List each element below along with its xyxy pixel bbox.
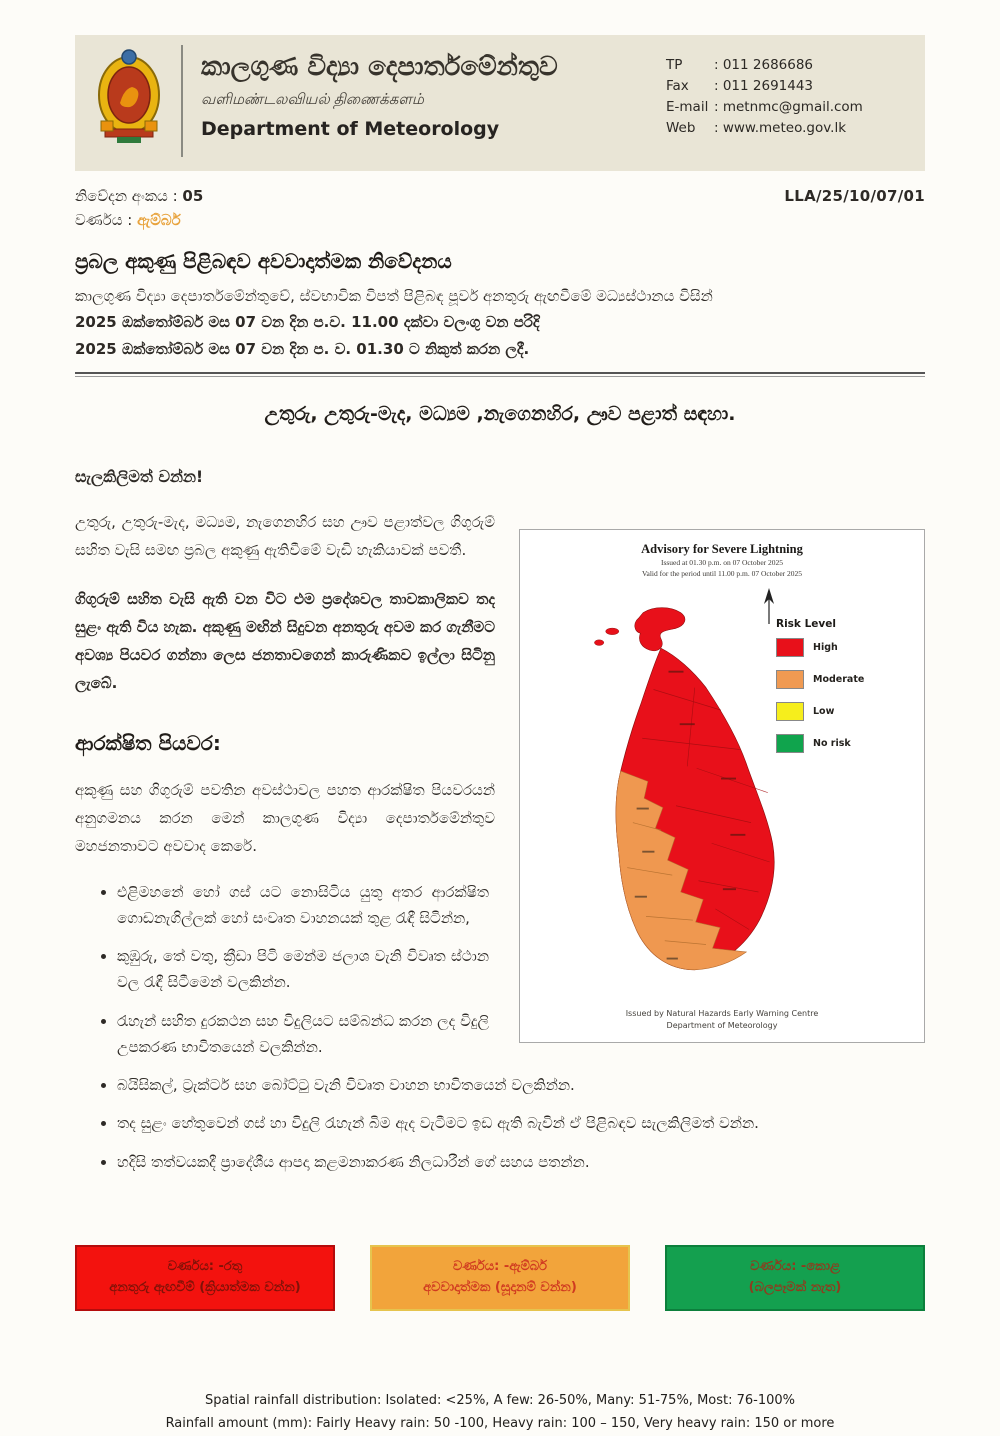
- safety-bullet-6: • හදිසි තත්වයකදී ප්‍රාදේශීය ආපදා කළමනාකරණ නිලධාරීන් ගේ සහය පතන්න.: [117, 1149, 925, 1175]
- contact-block: [666, 45, 911, 139]
- letterhead: [75, 35, 925, 171]
- safety-intro: අකුණු සහ ගිගුරුම් පවතින අවස්ථාවල පහත ආරක්ෂිත පියවරයන් අනුගමනය කරන මෙන් කාලගුණ විද්‍යා දෙපාර්තමේන්තුව මහජනතාවට අවවාද කෙරේ.: [75, 781, 495, 855]
- legend-label-low: Low: [813, 705, 835, 717]
- legend-label-norisk: No risk: [813, 737, 851, 749]
- provinces-heading: උතුරු, උතුරු-මැද, මධ්‍යම ,නැගෙනහිර, ඌව පළාත් සඳහා.: [264, 402, 736, 425]
- header-divider: [181, 45, 183, 157]
- safety-bullet-5: • තද සුළං හේතුවෙන් ගස් හා විදුලි රැහැන් බිම ඇද වැටීමට ඉඩ ඇති බැවින් ඒ පිළිබඳව සැලකිලිමත් වන්න.: [117, 1110, 925, 1136]
- valid-line: 2025 ඔක්තෝම්බර් මස 07 වන දින ප.ව. 11.00 දක්වා වලංගු වන පරිදි: [75, 313, 540, 332]
- color-label: වර්ණය :: [75, 211, 133, 229]
- dept-name-sinhala: කාලගුණ විද්‍යා දෙපාර්තමේන්තුව: [201, 52, 558, 82]
- web-value: : www.meteo.gov.lk: [714, 119, 847, 136]
- status-box-amber-line1: වර්ණය: -ඇම්බර්: [452, 1258, 548, 1274]
- sri-lanka-risk-map: [556, 582, 856, 992]
- horizontal-rule: [75, 372, 925, 377]
- warning-level-boxes: [75, 1245, 925, 1311]
- email-value: : metnmc@gmail.com: [714, 98, 863, 115]
- map-credit-line1: Issued by Natural Hazards Early Warning Centre: [625, 1008, 819, 1018]
- dept-name-tamil: வளிமண்டலவியல் திணைக்களம்: [201, 91, 424, 108]
- tp-value: : 011 2686686: [714, 57, 814, 73]
- map-issued-at: Issued at 01.30 p.m. on 07 October 2025: [660, 557, 784, 567]
- web-label: Web: [666, 119, 696, 136]
- main-content: [75, 509, 925, 1187]
- sri-lanka-emblem-logo: [93, 45, 165, 147]
- color-value-amber: ඇම්බර්: [137, 211, 181, 229]
- body-paragraph-1: උතුරු, උතුරු-මැද, මධ්‍යම, නැගෙනහිර සහ ඌව පළාත්වල ගිගුරුම් සහිත වැසි සමඟ ප්‍රබල අකුණු ඇතිවීමේ වැඩි හැකියාවක් පවතී.: [75, 512, 495, 559]
- email-label: E-mail: [666, 98, 709, 115]
- legend-label-moderate: Moderate: [813, 673, 865, 685]
- advisory-intro: [75, 283, 925, 362]
- rainfall-definitions: [40, 1389, 960, 1436]
- status-box-red-line1: වර්ණය: -රතු: [167, 1258, 243, 1274]
- legend-label-high: High: [813, 641, 838, 653]
- safety-bullet-3: • රැහැන් සහිත දුරකථන සහ විදුලියට සම්බන්ධ කරන ලද විදුලි උපකරණ භාවිතයෙන් වලකින්න.: [117, 1008, 489, 1061]
- rainfall-distribution-note: Spatial rainfall distribution: Isolated: <25%, A few: 26-50%, Many: 51-75%, Most: 76-100%: [204, 1392, 796, 1408]
- caution-heading: සැලකිලිමත් වන්න!: [75, 466, 204, 486]
- map-valid-until: Valid for the period until 11.00 p.m. 07 October 2025: [641, 569, 803, 578]
- safety-bullet-4: • බයිසිකල්, ට්‍රැක්ටර් සහ බෝට්ටු වැනි විවෘත වාහන භාවිතයෙන් වලකින්න.: [117, 1072, 925, 1098]
- map-title: Advisory for Severe Lightning: [641, 541, 803, 556]
- fax-value: : 011 2691443: [714, 77, 814, 94]
- department-names: [201, 45, 666, 140]
- legend-title: Risk Level: [776, 617, 836, 630]
- notice-number-label: නිවේදන අංකය :: [75, 187, 178, 205]
- body-paragraph-2: ගිගුරුම් සහිත වැසි ඇති වන විට එම ප්‍රදේශවල තාවකාලිකව තද සුළං ඇති විය හැක. අකුණු මඟින් සිදුවන අනතුරු අවම කර ගැනීමට අවශ්‍ය පියවර ගන්නා ලෙස ජනතාවගෙන් කාරුණිකව ඉල්ලා සිටිනු ලැබේ.: [75, 590, 496, 692]
- map-credit-line2: Department of Meteorology: [666, 1020, 778, 1030]
- status-box-amber: [370, 1245, 630, 1311]
- fax-label: Fax: [666, 77, 689, 94]
- status-box-green-line2: (බලපෑමක් නැත): [748, 1279, 842, 1295]
- lightning-risk-map-panel: [519, 529, 925, 1043]
- dept-name-english: Department of Meteorology: [201, 117, 500, 140]
- issued-line: 2025 ඔක්තෝම්බර් මස 07 වන දින ප. ව. 01.30 ට නිකුත් කරන ලදී.: [75, 339, 530, 358]
- advisory-title: ප්‍රබල අකුණු පිළිබඳව අවවාදාත්මක නිවේදනය: [75, 249, 452, 273]
- status-box-green-line1: වර්ණය: -කොළ: [750, 1258, 840, 1274]
- safety-bullet-1: • එළිමහනේ හෝ ගස් යට නොසිටිය යුතු අතර ආරක්ෂිත ගොඩනැගිල්ලක් හෝ සංවෘත වාහනයක් තුළ රැඳී සිටින්න,: [117, 879, 489, 932]
- safety-bullet-2: • කුඹුරු, තේ වතු, ක්‍රීඩා පිටි මෙන්ම ජලාශ වැනි විවෘත ස්ථාන වල රැඳී සිටීමෙන් වලකින්න.: [117, 943, 489, 996]
- notice-meta: [75, 187, 925, 229]
- tp-label: TP: [666, 57, 683, 73]
- safety-steps-heading: ආරක්ෂිත පියවර:: [75, 731, 221, 756]
- status-box-red: [75, 1245, 335, 1311]
- map-credit: [520, 1008, 924, 1032]
- issued-by-line: කාලගුණ විද්‍යා දෙපාර්තමේන්තුවේ, ස්වභාවික විපත් පිළිබඳ පූර්ව අනතුරු ඇඟවීමේ මධ්‍යස්ථානය විසින්: [75, 287, 713, 305]
- status-box-red-line2: අනතුරු ඇඟවීම් (ක්‍රියාත්මක වන්න): [109, 1279, 301, 1295]
- reference-number: LLA/25/10/07/01: [784, 187, 925, 205]
- status-box-amber-line2: අවවාදාත්මක (සූදානම් වන්න): [423, 1279, 577, 1295]
- notice-number: 05: [182, 187, 204, 205]
- status-box-green: [665, 1245, 925, 1311]
- rainfall-amount-note: Rainfall amount (mm): Fairly Heavy rain: 50 -100, Heavy rain: 100 – 150, Very heavy rain: 150 or more: [165, 1416, 835, 1432]
